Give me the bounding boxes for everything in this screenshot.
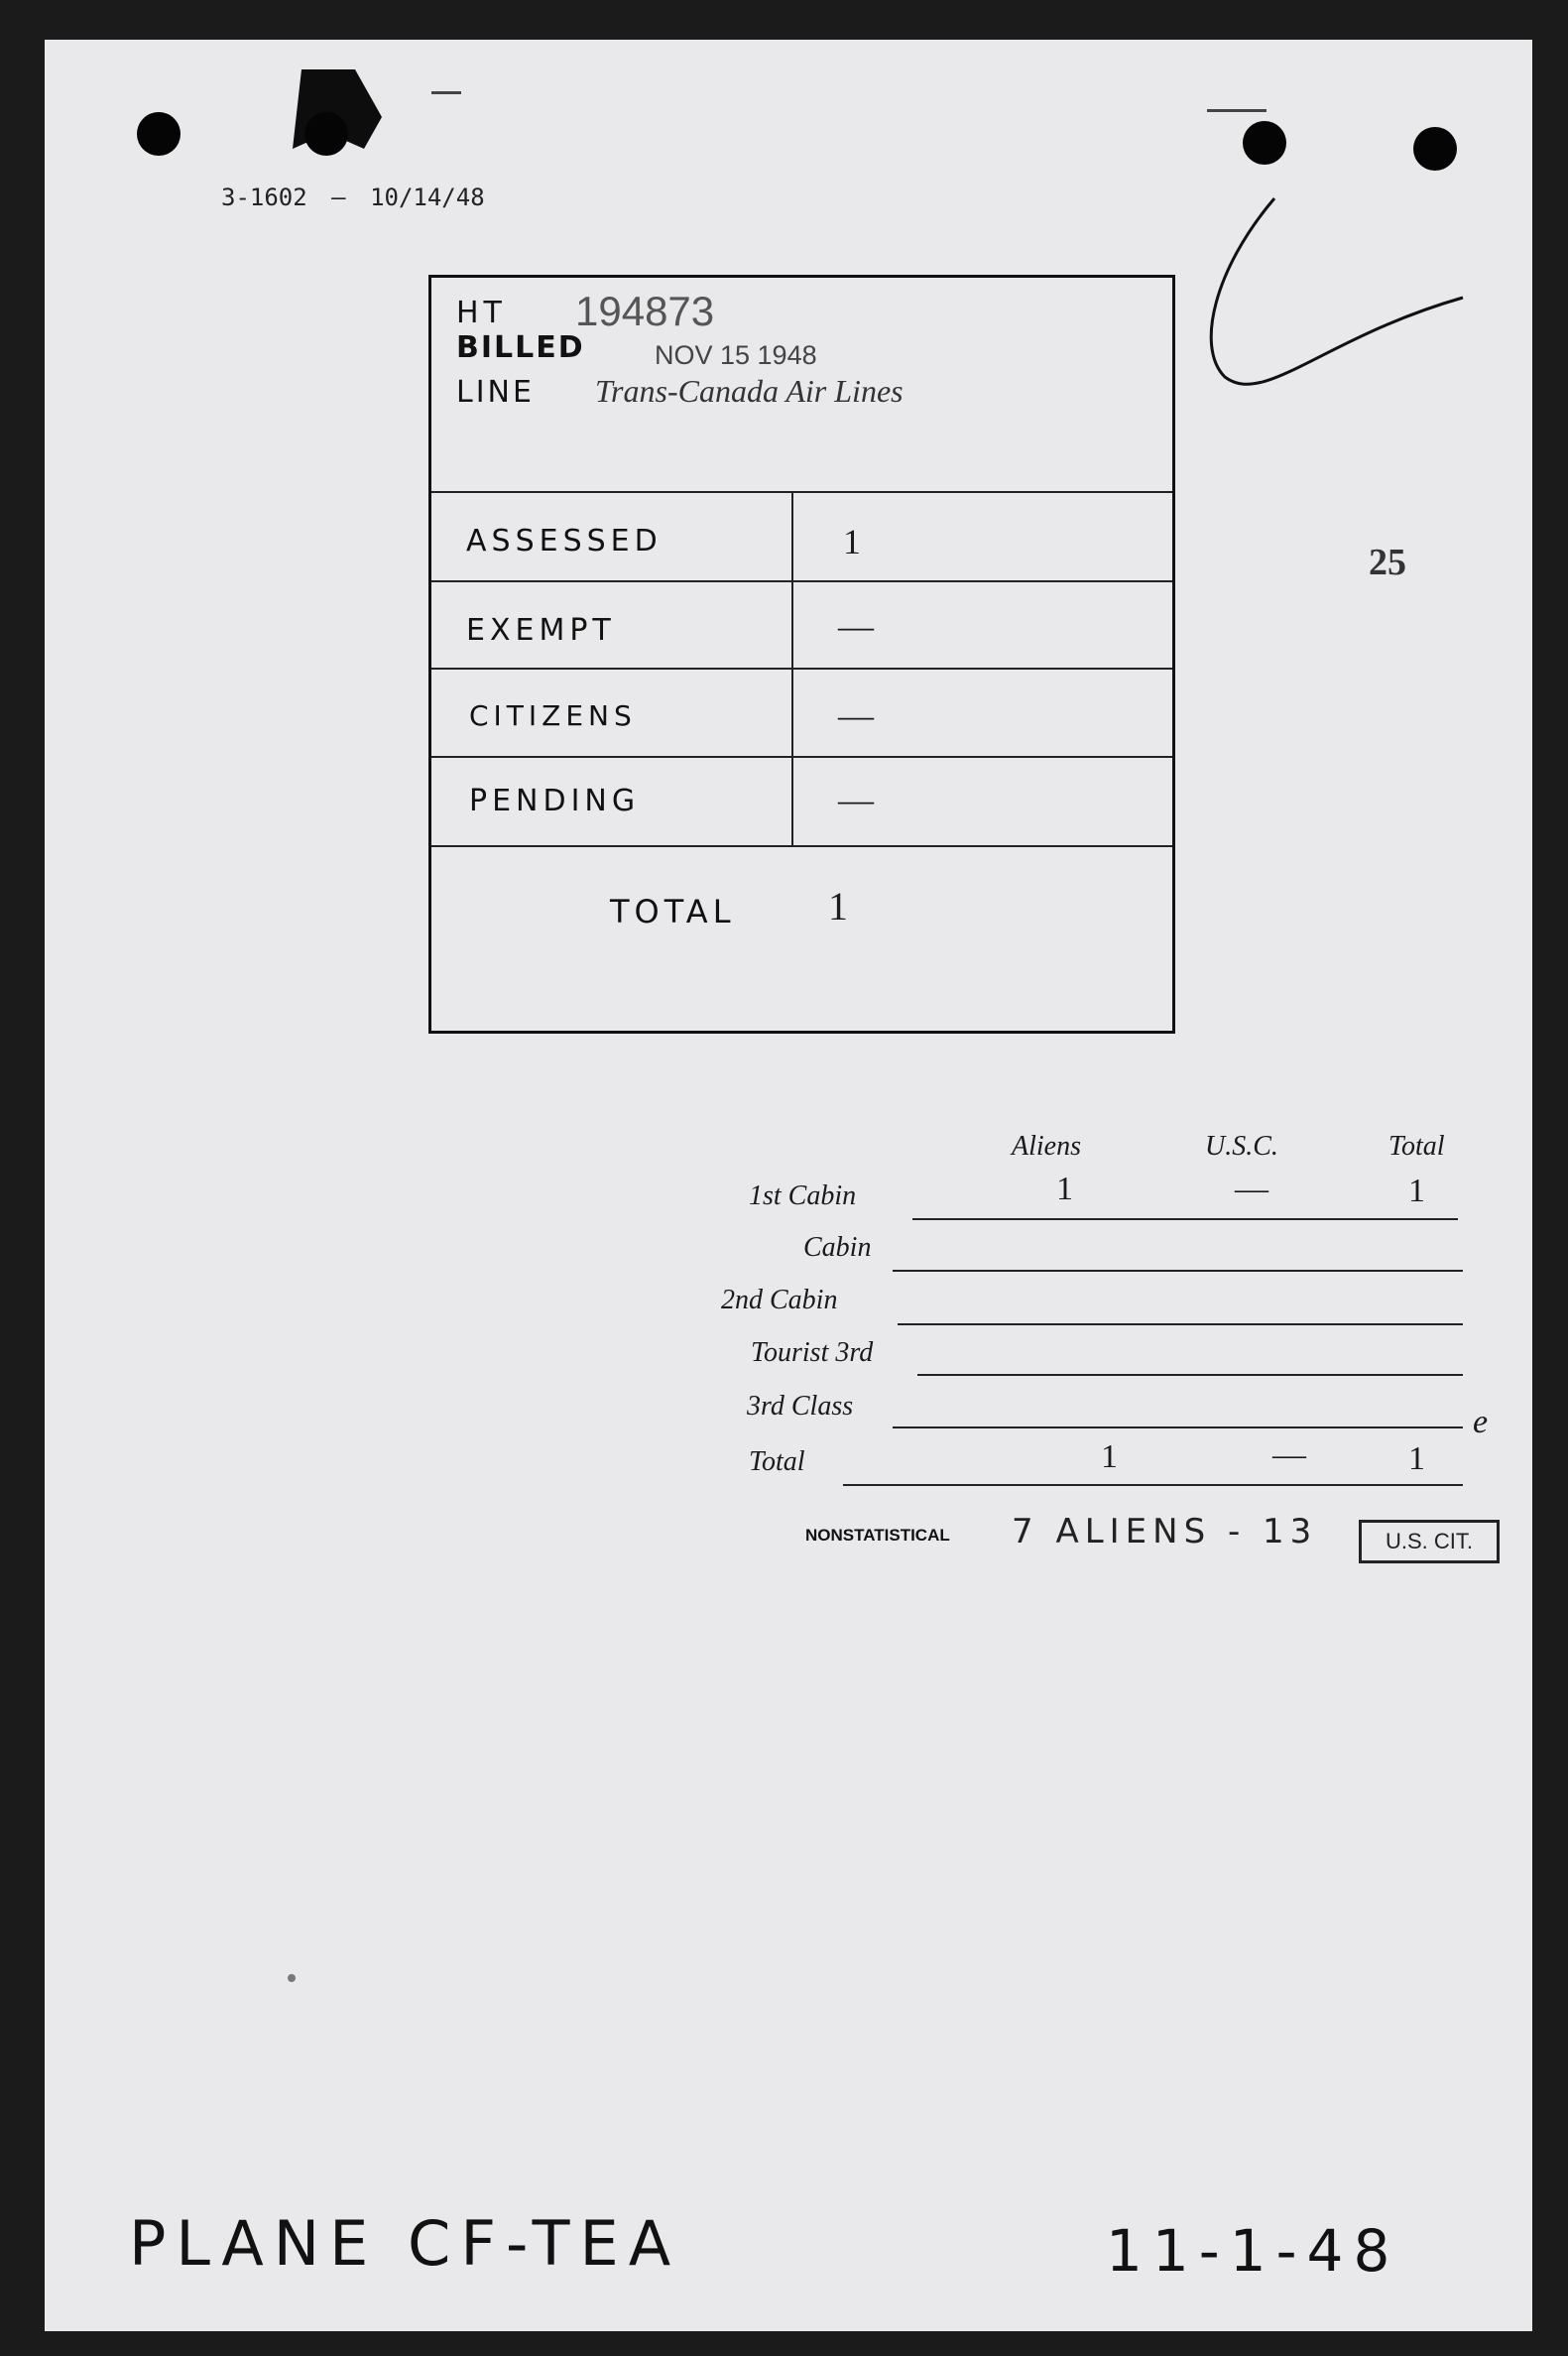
ink-smudge bbox=[1207, 109, 1266, 112]
total-value: 1 bbox=[828, 884, 848, 929]
citizens-value: — bbox=[838, 695, 874, 735]
footer-plane: PLANE CF-TEA bbox=[129, 2207, 681, 2280]
dust-speck bbox=[288, 1974, 296, 1982]
row-rule bbox=[893, 1270, 1463, 1272]
document-page bbox=[45, 40, 1532, 2331]
ht-label: HT bbox=[456, 296, 507, 330]
ht-number: 194873 bbox=[575, 288, 715, 334]
exempt-value: — bbox=[838, 606, 874, 646]
row-label: 3rd Class bbox=[747, 1391, 854, 1422]
margin-mark: e bbox=[1473, 1404, 1489, 1440]
cell-total: 1 bbox=[1408, 1440, 1425, 1477]
divider bbox=[431, 668, 1172, 670]
citizens-label: CITIZENS bbox=[469, 699, 637, 732]
cell-total: 1 bbox=[1408, 1173, 1425, 1209]
header-aliens: Aliens bbox=[1012, 1131, 1081, 1162]
nonstatistical-handwritten: 7 ALIENS - 13 bbox=[1012, 1512, 1318, 1551]
punch-hole-right-2 bbox=[1413, 127, 1457, 171]
row-rule bbox=[912, 1218, 1458, 1220]
page-number: 25 bbox=[1369, 542, 1406, 583]
form-number: 3-1602 bbox=[221, 184, 307, 211]
exempt-label: EXEMPT bbox=[466, 613, 616, 648]
punch-hole-right-1 bbox=[1243, 121, 1286, 165]
ink-smudge bbox=[431, 91, 461, 94]
line-value: Trans-Canada Air Lines bbox=[595, 373, 904, 409]
footer-date: 11-1-48 bbox=[1106, 2217, 1400, 2285]
row-rule bbox=[917, 1374, 1463, 1376]
column-divider bbox=[791, 491, 793, 845]
row-label: Total bbox=[749, 1446, 805, 1477]
divider bbox=[431, 491, 1172, 493]
row-label: 1st Cabin bbox=[749, 1180, 857, 1211]
assessed-label: ASSESSED bbox=[466, 524, 663, 558]
punch-hole-left-2 bbox=[304, 112, 348, 156]
header-cell bbox=[456, 288, 1150, 484]
pending-value: — bbox=[838, 780, 874, 819]
us-cit-stamp: U.S. CIT. bbox=[1359, 1520, 1500, 1563]
divider bbox=[431, 845, 1172, 847]
cell-aliens: 1 bbox=[1056, 1171, 1073, 1207]
row-label: 2nd Cabin bbox=[721, 1285, 838, 1315]
total-label: TOTAL bbox=[610, 893, 736, 930]
divider bbox=[431, 580, 1172, 582]
manifest-summary-box bbox=[428, 275, 1175, 1034]
line-label: LINE bbox=[456, 375, 535, 410]
billed-date-stamp: NOV 15 1948 bbox=[655, 340, 817, 370]
header-total: Total bbox=[1388, 1131, 1445, 1162]
row-label: Tourist 3rd bbox=[751, 1337, 874, 1368]
row-rule bbox=[893, 1426, 1463, 1428]
row-rule bbox=[898, 1323, 1463, 1325]
header-usc: U.S.C. bbox=[1205, 1131, 1278, 1162]
header-dash: — bbox=[331, 184, 346, 211]
divider bbox=[431, 756, 1172, 758]
form-header bbox=[221, 184, 485, 211]
nonstatistical-label: NONSTATISTICAL bbox=[805, 1526, 950, 1545]
pending-label: PENDING bbox=[469, 784, 641, 818]
punch-hole-left-1 bbox=[137, 112, 181, 156]
cell-usc: — bbox=[1235, 1171, 1268, 1207]
form-date: 10/14/48 bbox=[370, 184, 485, 211]
cell-usc: — bbox=[1272, 1436, 1306, 1473]
row-rule bbox=[843, 1484, 1463, 1486]
cell-aliens: 1 bbox=[1101, 1438, 1118, 1475]
check-mark bbox=[1175, 188, 1473, 427]
row-label: Cabin bbox=[803, 1232, 872, 1263]
billed-label: BILLED bbox=[456, 330, 585, 365]
assessed-value: 1 bbox=[843, 522, 861, 561]
